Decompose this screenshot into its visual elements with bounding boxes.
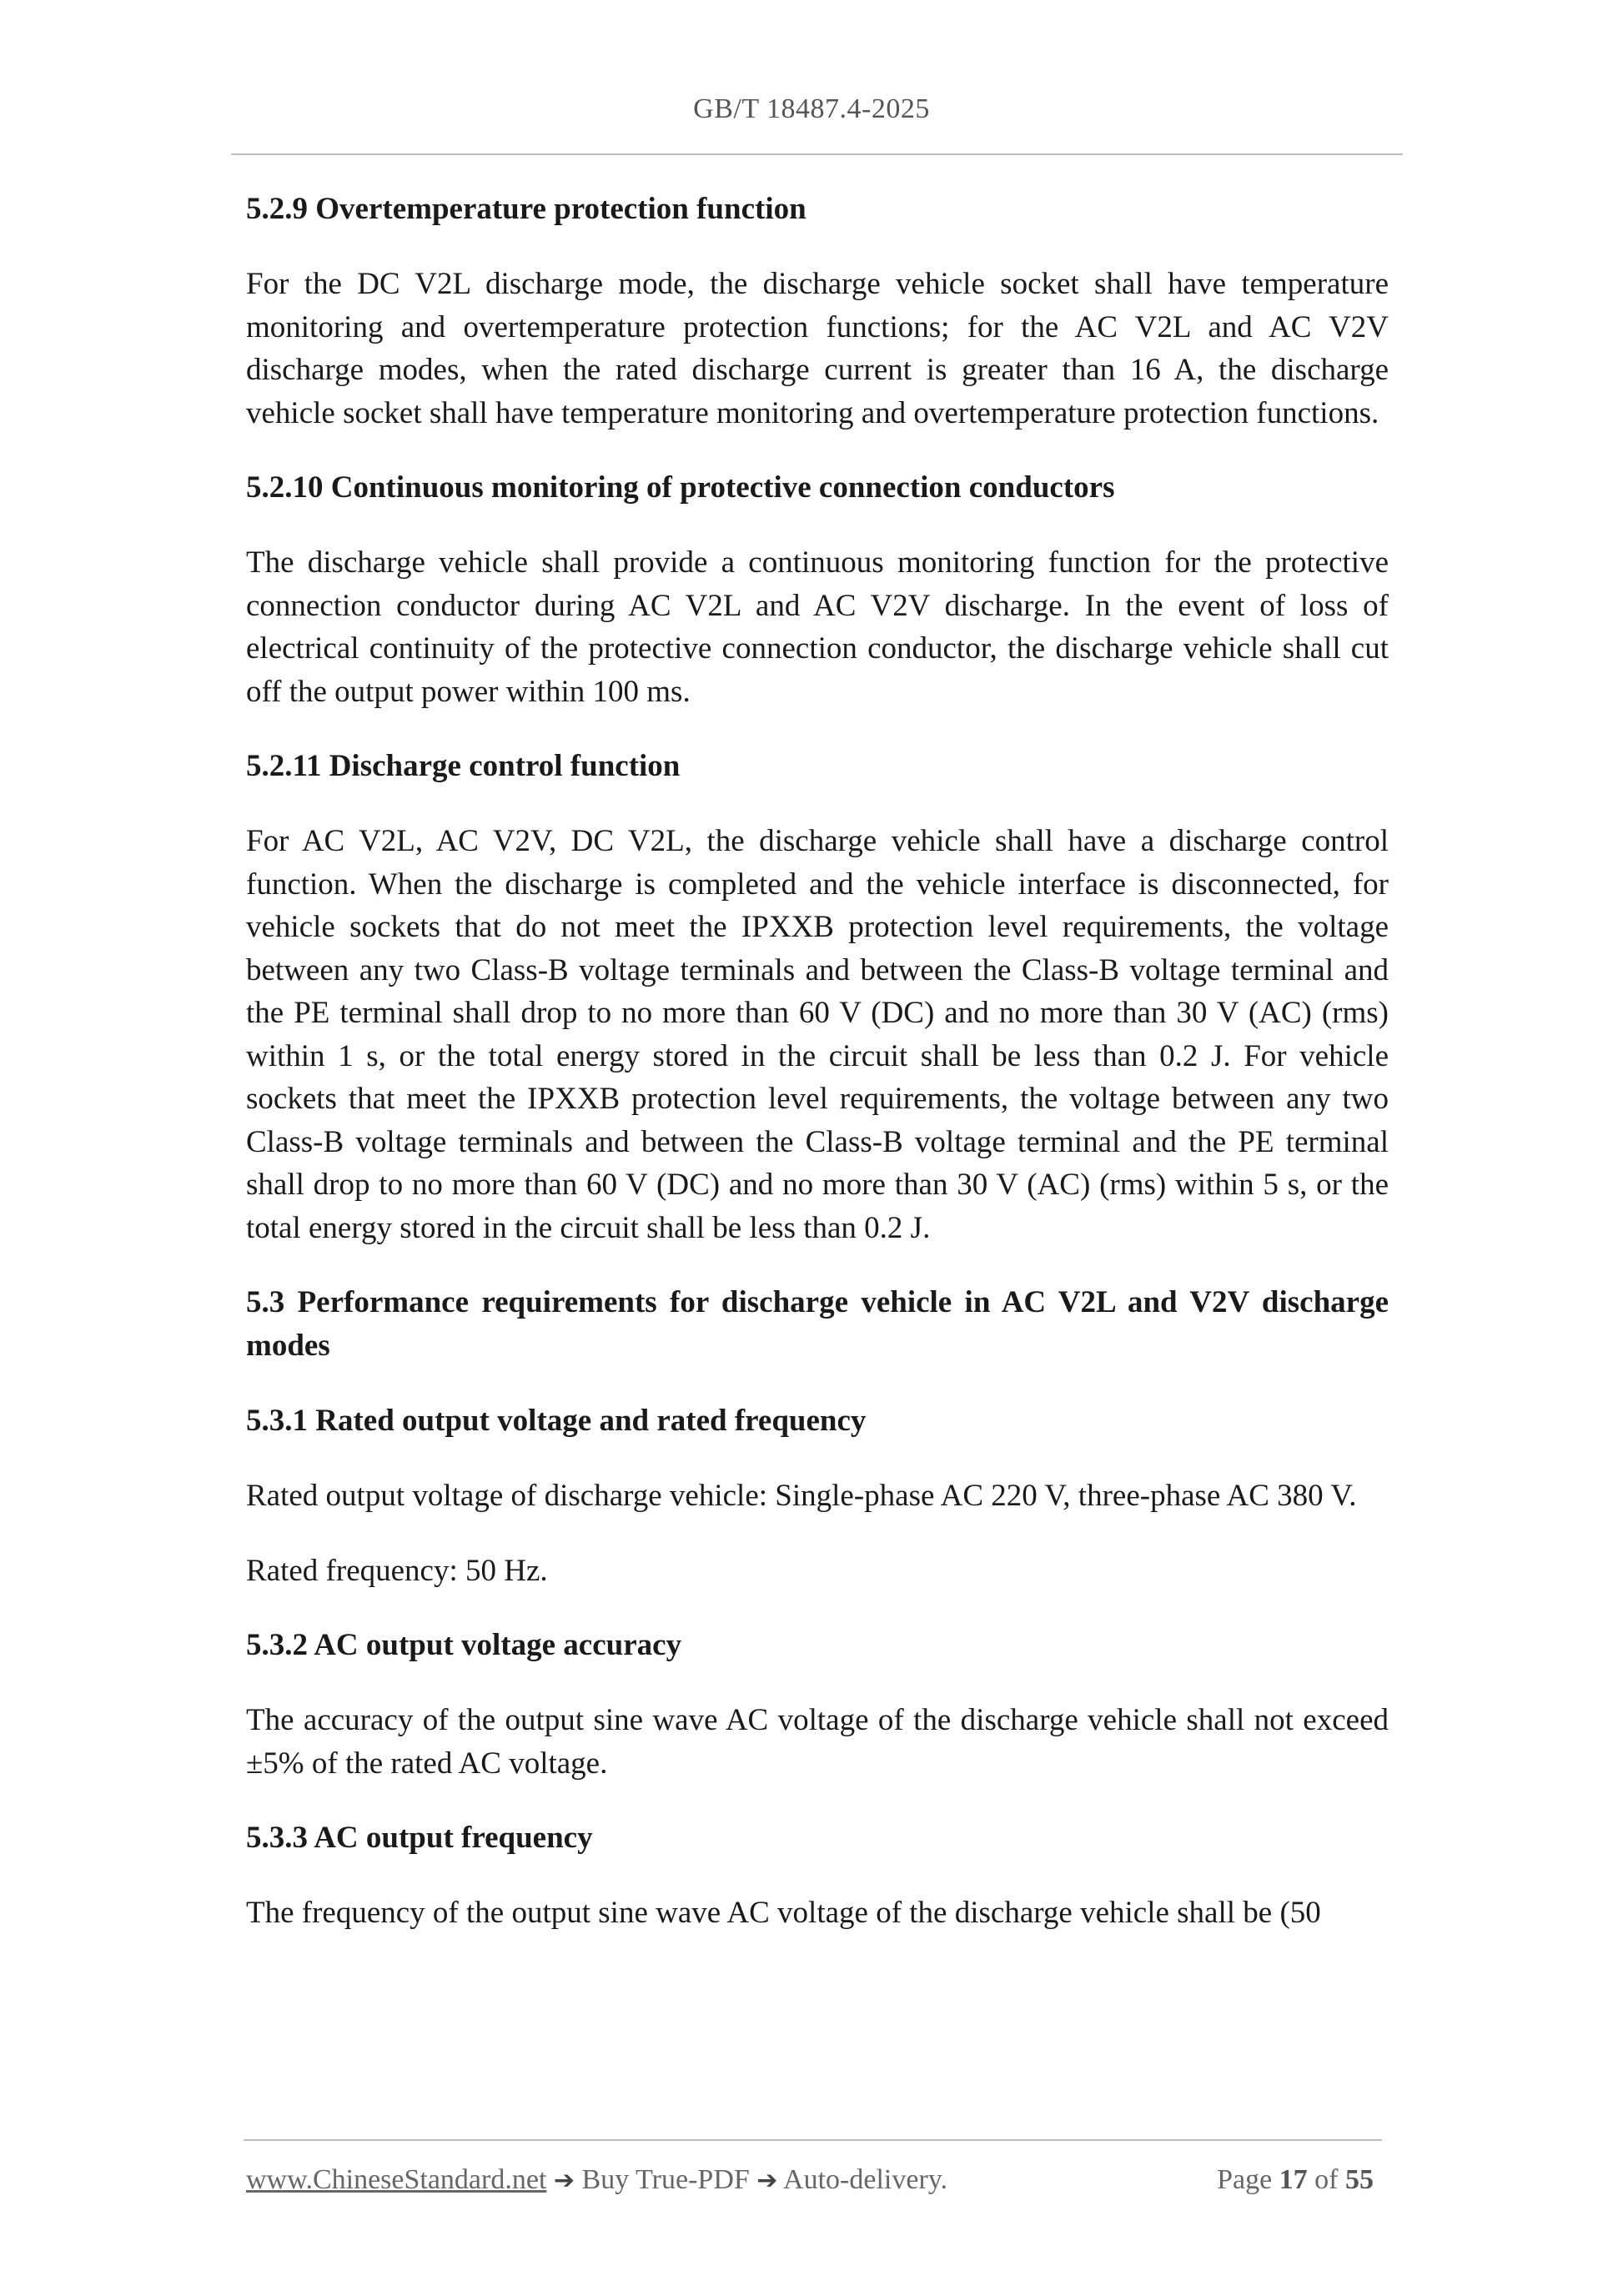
right-arrow-icon: ➔	[756, 2166, 778, 2195]
section-paragraph-5-3-3: The frequency of the output sine wave AC voltage of the discharge vehicle shall be (50	[246, 1896, 1321, 1930]
page-current-number: 17	[1279, 2164, 1308, 2195]
section-heading-5-2-11: 5.2.11 Discharge control function	[246, 749, 681, 783]
document-id-header: GB/T 18487.4-2025	[693, 93, 930, 124]
section-paragraph-5-2-11: For AC V2L, AC V2V, DC V2L, the discharge vehicle shall have a discharge control function. When the discharge is completed and the vehicle interface is disconnected, for vehicle sockets that do not meet the IPXXB protection level requirements, the voltage between any two Class-B voltage terminals and between the Class-B voltage terminal and the PE terminal shall drop to no more than 60 V (DC) and no more than 30 V (AC) (rms) within 1 s, or the total energy stored in the circuit shall be less than 0.2 J. For vehicle sockets that meet the IPXXB protection level requirements, the voltage between any two Class-B voltage terminals and between the Class-B voltage terminal and the PE terminal shall drop to no more than 60 V (DC) and no more than 30 V (AC) (rms) within 5 s, or the total energy stored in the circuit shall be less than 0.2 J.	[246, 824, 1389, 1245]
chinese-standard-link[interactable]: www.ChineseStandard.net	[246, 2164, 547, 2195]
right-arrow-icon: ➔	[553, 2166, 575, 2195]
section-heading-5-3: 5.3 Performance requirements for discharge vehicle in AC V2L and V2V discharge modes	[246, 1285, 1389, 1363]
section-paragraph-5-2-10: The discharge vehicle shall provide a continuous monitoring function for the protective connection conductor during AC V2L and AC V2V discharge. In the event of loss of electrical continuity of the protective connection conductor, the discharge vehicle shall cut off the output power within 100 ms.	[246, 545, 1389, 709]
footer-divider	[244, 2139, 1382, 2141]
document-body	[246, 188, 1389, 1967]
section-paragraph-5-3-2: The accuracy of the output sine wave AC voltage of the discharge vehicle shall not exceed ±5% of the rated AC voltage.	[246, 1703, 1389, 1781]
auto-delivery-text: Auto-delivery.	[783, 2164, 948, 2195]
header-divider	[231, 153, 1403, 155]
page-indicator	[1217, 2164, 1374, 2196]
footer-links	[246, 2164, 947, 2196]
page-total-number: 55	[1345, 2164, 1374, 2195]
section-heading-5-3-1: 5.3.1 Rated output voltage and rated frequency	[246, 1404, 867, 1438]
buy-true-pdf-text: Buy True-PDF	[581, 2164, 750, 2195]
section-paragraph-5-2-9: For the DC V2L discharge mode, the discharge vehicle socket shall have temperature monitoring and overtemperature protection functions; for the AC V2L and AC V2V discharge modes, when the rated discharge current is greater than 16 A, the discharge vehicle socket shall have temperature monitoring and overtemperature protection functions.	[246, 267, 1389, 430]
section-heading-5-3-2: 5.3.2 AC output voltage accuracy	[246, 1628, 682, 1662]
section-heading-5-2-10: 5.2.10 Continuous monitoring of protective connection conductors	[246, 470, 1115, 505]
page-of-label: of	[1314, 2164, 1339, 2195]
section-paragraph-5-3-1-frequency: Rated frequency: 50 Hz.	[246, 1553, 548, 1588]
section-heading-5-3-3: 5.3.3 AC output frequency	[246, 1821, 593, 1855]
section-heading-5-2-9: 5.2.9 Overtemperature protection function	[246, 192, 806, 226]
page-label: Page	[1217, 2164, 1273, 2195]
section-paragraph-5-3-1-voltage: Rated output voltage of discharge vehicle: Single-phase AC 220 V, three-phase AC 380 V.	[246, 1479, 1357, 1513]
